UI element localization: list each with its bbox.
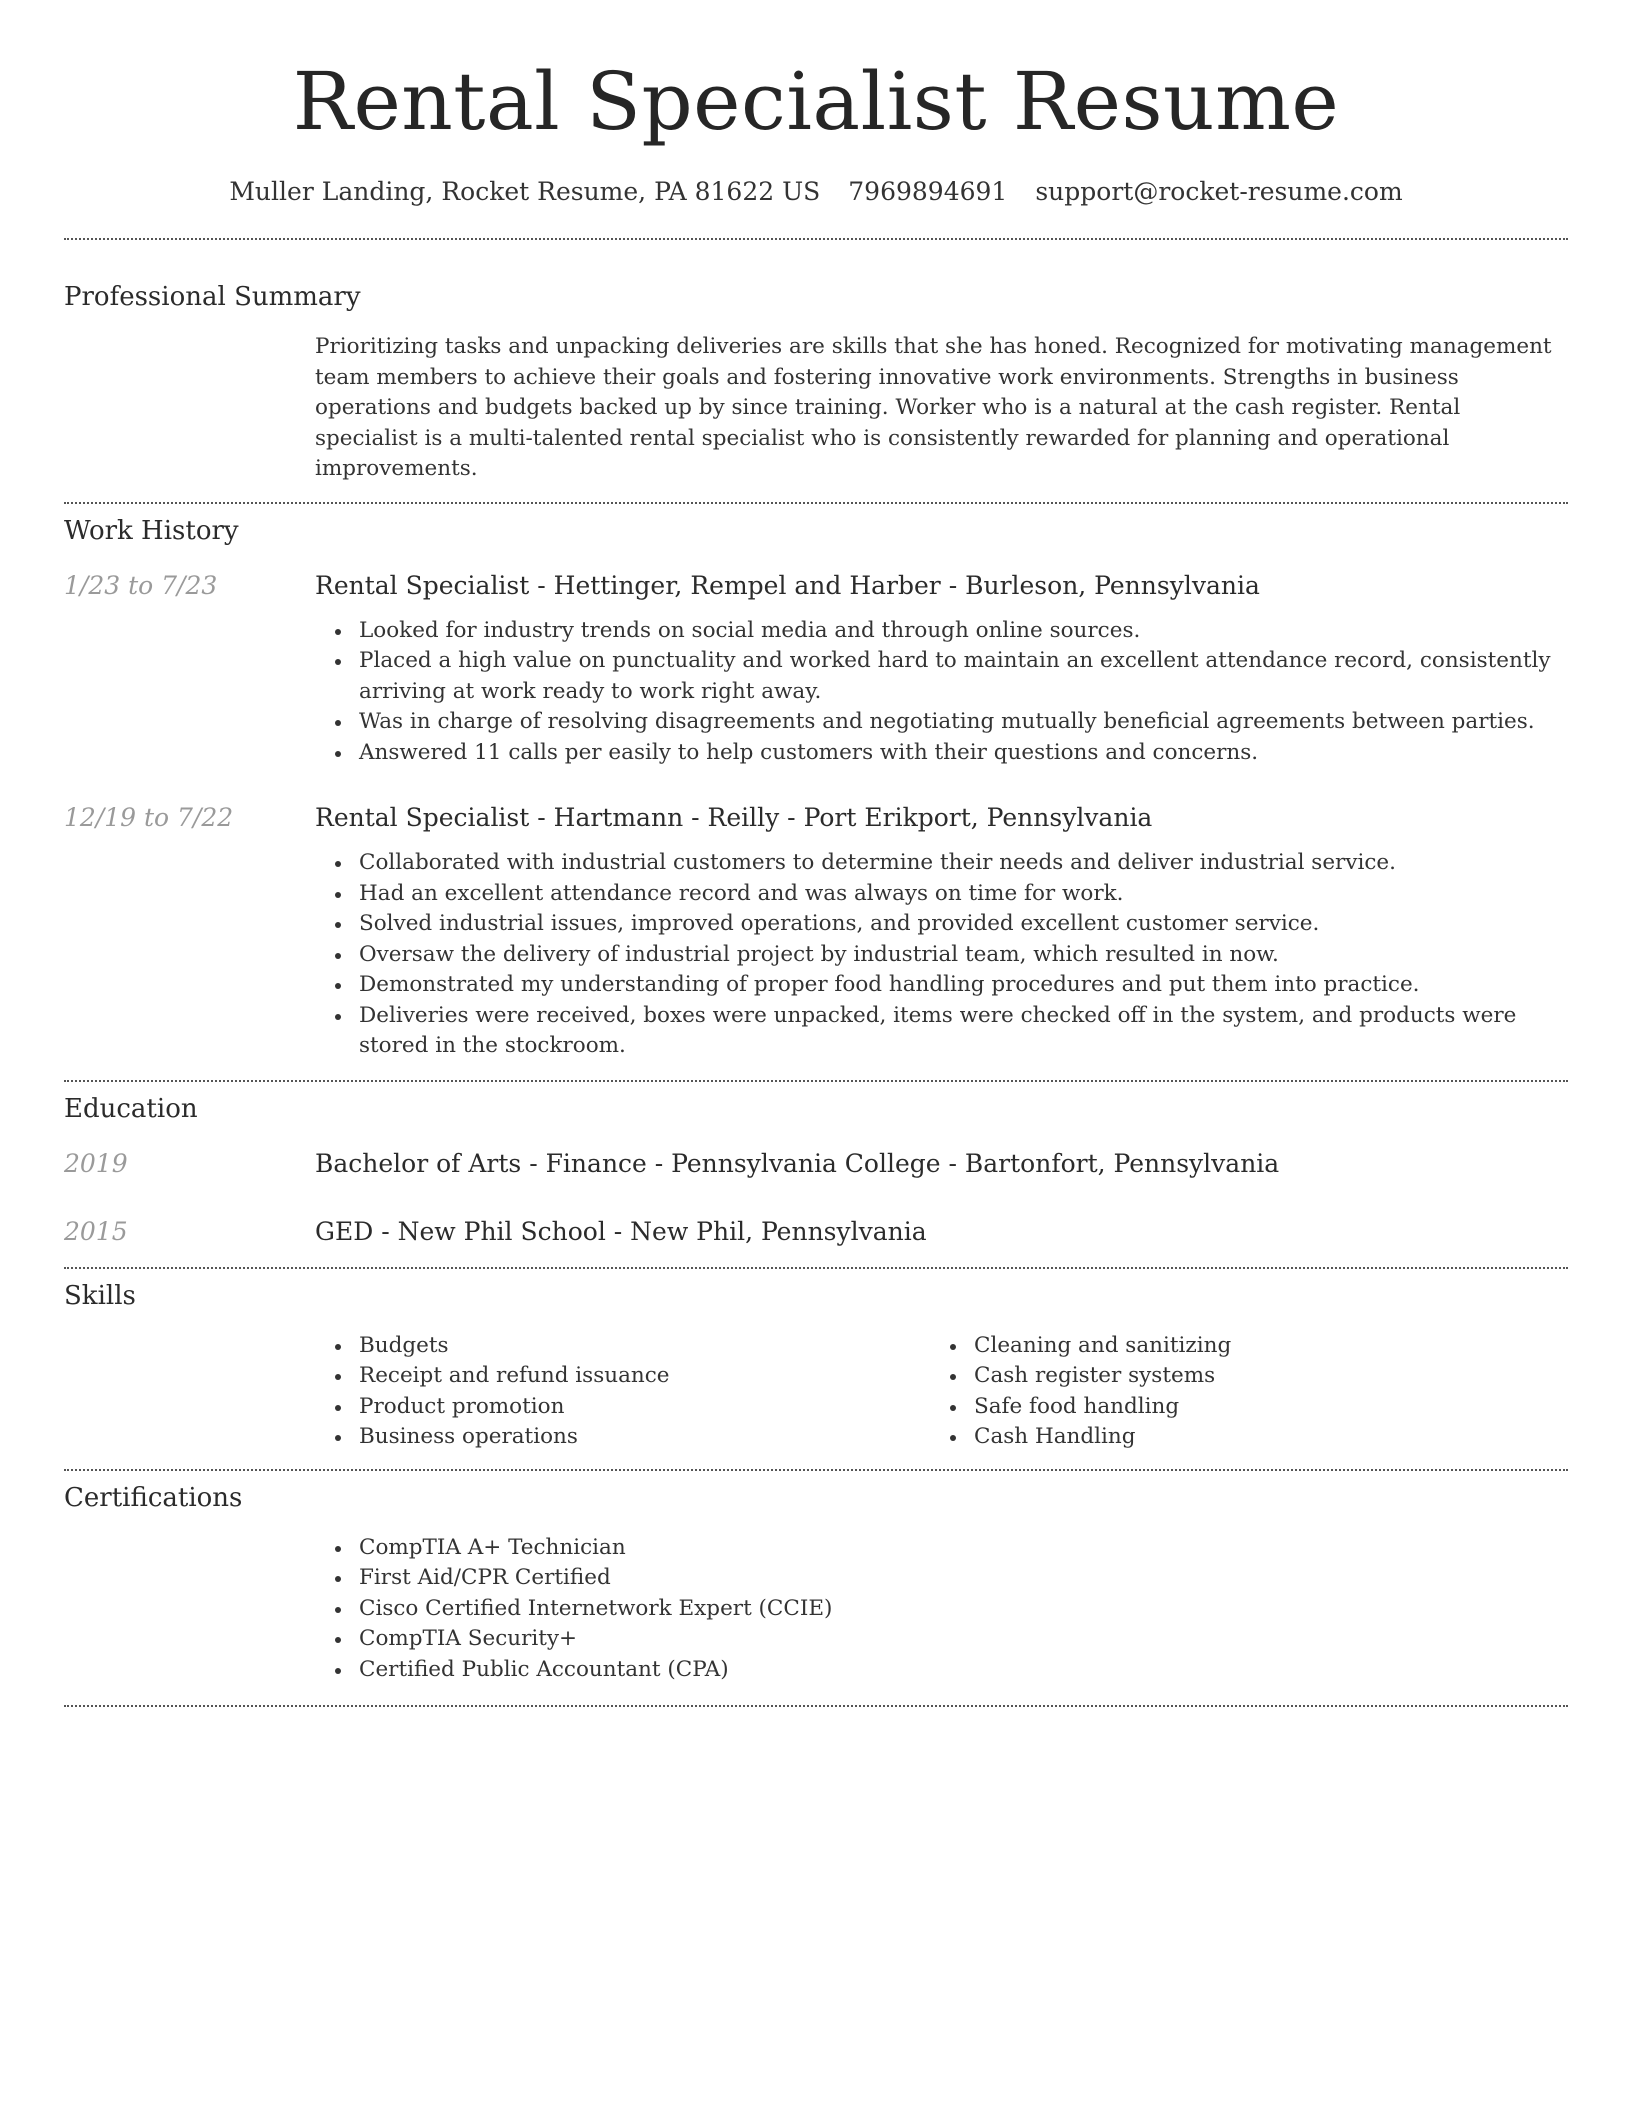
list-item: Budgets <box>315 1331 930 1362</box>
divider <box>64 1469 1568 1471</box>
skills-right <box>930 1331 1545 1453</box>
list-item: Cleaning and sanitizing <box>930 1331 1545 1362</box>
list-item: Looked for industry trends on social media and through online sources. <box>315 616 1568 647</box>
education-school: - New Phil School - New Phil, Pennsylvania <box>373 1216 927 1246</box>
job-title: Rental Specialist - Hartmann - Reilly - Port Erikport, Pennsylvania <box>315 803 1153 832</box>
education-detail <box>315 1216 927 1248</box>
list-item: Product promotion <box>315 1392 930 1423</box>
divider <box>64 502 1568 504</box>
list-item: Placed a high value on punctuality and worked hard to maintain an excellent attendance record, consistently arriving at work ready to work right away. <box>315 646 1568 707</box>
list-item: Oversaw the delivery of industrial project by industrial team, which resulted in now. <box>315 940 1568 971</box>
resume-title: Rental Specialist Resume <box>292 55 1340 148</box>
list-item: Answered 11 calls per easily to help customers with their questions and concerns. <box>315 738 1568 769</box>
list-item: Demonstrated my understanding of proper food handling procedures and put them into practice. <box>315 970 1568 1001</box>
list-item: Certified Public Accountant (CPA) <box>315 1655 1568 1686</box>
job-bullets <box>315 848 1568 1062</box>
job-header <box>64 570 1568 602</box>
resume-page <box>64 0 1568 1707</box>
divider <box>64 1080 1568 1082</box>
education-detail <box>315 1148 1279 1180</box>
job-entry <box>64 570 1568 769</box>
contact-phone: 7969894691 <box>848 177 1008 206</box>
list-item: Had an excellent attendance record and was always on time for work. <box>315 879 1568 910</box>
section-title-education: Education <box>64 1093 198 1124</box>
list-item: First Aid/CPR Certified <box>315 1563 1568 1594</box>
job-dates: 1/23 to 7/23 <box>64 570 218 600</box>
certifications-list <box>315 1533 1568 1686</box>
list-item: Was in charge of resolving disagreements and negotiating mutually beneficial agreements between parties. <box>315 707 1568 738</box>
list-item: Safe food handling <box>930 1392 1545 1423</box>
contact-address: Muller Landing, Rocket Resume, PA 81622 US <box>229 177 821 206</box>
list-item: Receipt and refund issuance <box>315 1361 930 1392</box>
list-item: CompTIA Security+ <box>315 1624 1568 1655</box>
skills-columns <box>315 1331 1568 1453</box>
job-bullets <box>315 616 1568 769</box>
education-year: 2015 <box>64 1216 128 1246</box>
list-item: Solved industrial issues, improved operations, and provided excellent customer service. <box>315 909 1568 940</box>
education-year: 2019 <box>64 1148 128 1178</box>
job-header <box>64 802 1568 834</box>
divider <box>64 238 1568 240</box>
divider <box>64 1267 1568 1269</box>
list-item: Cisco Certified Internetwork Expert (CCIE) <box>315 1594 1568 1625</box>
section-title-summary: Professional Summary <box>64 282 361 312</box>
list-item: CompTIA A+ Technician <box>315 1533 1568 1564</box>
job-title: Rental Specialist - Hettinger, Rempel and Harber - Burleson, Pennsylvania <box>315 570 1260 600</box>
contact-email[interactable]: support@rocket-resume.com <box>1035 177 1403 206</box>
list-item: Deliveries were received, boxes were unpacked, items were checked off in the system, and products were stored in the stockroom. <box>315 1001 1568 1062</box>
contact-line <box>64 176 1568 208</box>
job-entry <box>64 802 1568 1062</box>
section-title-work: Work History <box>64 515 239 546</box>
list-item: Cash register systems <box>930 1361 1545 1392</box>
education-school: - Pennsylvania College - Bartonfort, Pennsylvania <box>646 1148 1280 1178</box>
section-title-skills: Skills <box>64 1280 136 1311</box>
section-title-certifications: Certifications <box>64 1482 243 1513</box>
divider <box>64 1705 1568 1707</box>
list-item: Business operations <box>315 1422 930 1453</box>
skills-left <box>315 1331 930 1453</box>
job-dates: 12/19 to 7/22 <box>64 803 234 832</box>
education-degree: Bachelor of Arts - Finance <box>315 1148 647 1178</box>
education-degree: GED <box>315 1216 374 1246</box>
list-item: Cash Handling <box>930 1422 1545 1453</box>
education-entry <box>64 1148 1568 1180</box>
education-entry <box>64 1216 1568 1248</box>
summary-text: Prioritizing tasks and unpacking deliveries are skills that she has honed. Recognized for motivating management team members to achieve their goals and fostering innovative work environments. Strengths in business operations and budgets backed up by since training. Worker who is a natural at the cash register. Rental specialist is a multi-talented rental specialist who is consistently rewarded for planning and operational improvements. <box>315 334 1552 481</box>
list-item: Collaborated with industrial customers to determine their needs and deliver industrial service. <box>315 848 1568 879</box>
